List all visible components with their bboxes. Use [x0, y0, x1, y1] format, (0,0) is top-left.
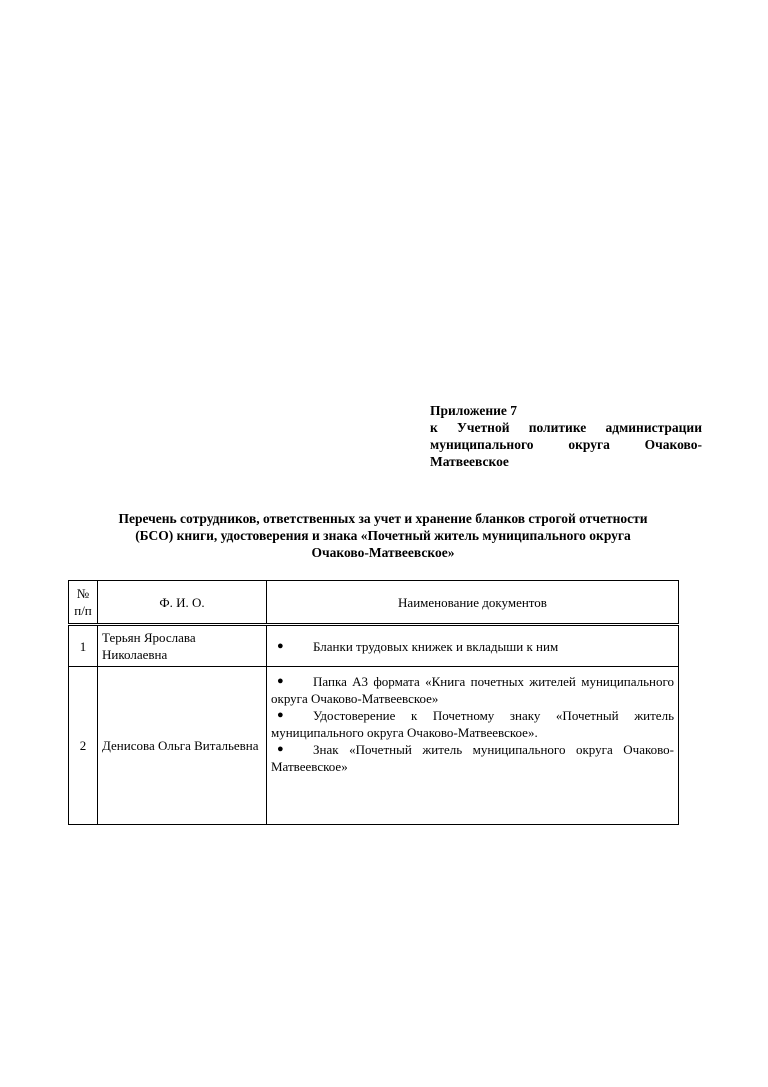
title-line-3: Очаково-Матвеевское»	[311, 545, 455, 560]
bullet-icon: ●	[277, 709, 284, 721]
doc-text: Удостоверение к Почетному знаку «Почетный житель муниципального округа Очаково-Матвеевское».	[271, 708, 674, 740]
bullet-icon: ●	[277, 639, 284, 652]
appendix-header	[430, 402, 702, 470]
title-line-1: Перечень сотрудников, ответственных за учет и хранение бланков строгой отчетности	[118, 511, 648, 526]
doc-list-item	[271, 673, 674, 707]
document-title	[70, 510, 696, 561]
doc-list-item	[271, 638, 674, 655]
doc-list-item	[271, 707, 674, 741]
table-row	[69, 625, 679, 667]
row-docs	[267, 667, 679, 825]
bullet-icon: ●	[277, 675, 284, 687]
table-row	[69, 667, 679, 825]
row-name: Денисова Ольга Витальевна	[98, 667, 267, 825]
appendix-line-2: к Учетной политике администрации	[430, 420, 702, 435]
appendix-line-3: муниципального округа Очаково-	[430, 437, 702, 452]
bullet-icon: ●	[277, 743, 284, 755]
row-name: Терьян Ярослава Николаевна	[98, 625, 267, 667]
row-num: 2	[69, 667, 98, 825]
doc-list-item	[271, 741, 674, 775]
appendix-line-4: Матвеевское	[430, 454, 509, 469]
responsible-staff-table	[68, 580, 679, 825]
table-header-row	[69, 581, 679, 625]
doc-text: Бланки трудовых книжек и вкладыши к ним	[313, 638, 559, 654]
header-num: № п/п	[69, 581, 98, 625]
doc-text: Папка А3 формата «Книга почетных жителей муниципального округа Очаково-Матвеевское»	[271, 674, 674, 706]
appendix-line-1: Приложение 7	[430, 403, 518, 418]
doc-text: Знак «Почетный житель муниципального округа Очаково-Матвеевское»	[271, 742, 674, 774]
header-name: Ф. И. О.	[98, 581, 267, 625]
row-num: 1	[69, 625, 98, 667]
title-line-2: (БСО) книги, удостоверения и знака «Почетный житель муниципального округа	[135, 528, 631, 543]
header-docs: Наименование документов	[267, 581, 679, 625]
row-docs	[267, 625, 679, 667]
